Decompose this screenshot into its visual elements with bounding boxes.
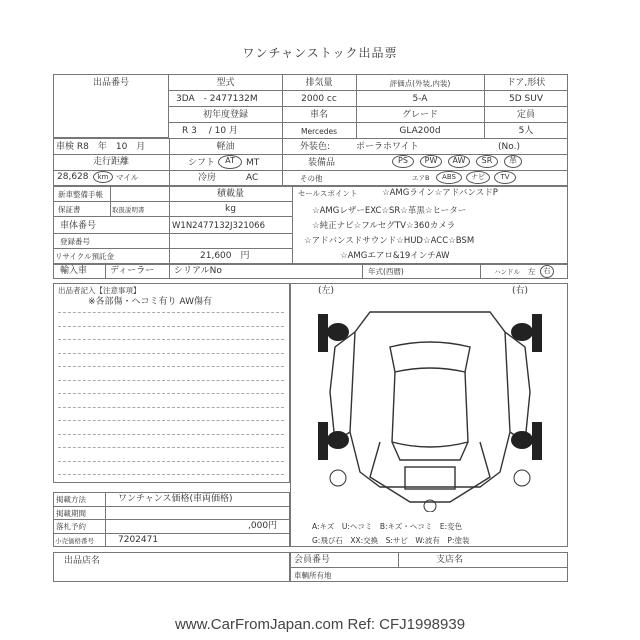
divider	[398, 552, 399, 567]
selling-point-2: ☆AMGレザーEXC☆SR☆革黒☆ヒーター	[312, 206, 467, 216]
first-reg-value: R 3 / 10 月	[182, 126, 238, 136]
price-period-label: 掲載期間	[56, 509, 86, 518]
note-ruling-line	[58, 326, 284, 327]
note-ruling-line	[58, 353, 284, 354]
note-ruling-line	[58, 461, 284, 462]
selling-point-1: ☆AMGライン☆アドバンスドP	[382, 188, 498, 198]
note-ruling-line	[58, 339, 284, 340]
selling-point-5: ☆AMGエアロ&19インチAW	[340, 251, 450, 261]
legend-line-1: A:キズ U:ヘコミ B:キズ・ヘコミ E:変色	[312, 522, 463, 531]
divider	[480, 264, 481, 279]
handle-label: ハンドル	[494, 268, 520, 276]
equipment-tv: TV	[494, 171, 516, 184]
divider	[362, 264, 363, 279]
note-ruling-line	[58, 420, 284, 421]
model-label: 型式	[216, 78, 235, 88]
divider	[53, 201, 292, 202]
equipment-ps: PS	[392, 155, 414, 168]
mileage-unit-mile: マイル	[116, 173, 139, 182]
note-ruling-line	[58, 407, 284, 408]
note-ruling-line	[58, 434, 284, 435]
cargo-unit: kg	[225, 204, 236, 214]
manual-label: 保証書	[58, 205, 81, 214]
selling-point-label: セールスポイント	[298, 189, 358, 198]
color-label: 外装色:	[300, 142, 331, 152]
selling-point-3: ☆純正ナビ☆フルセグTV☆360カメラ	[312, 221, 456, 231]
new-car-label: 新車整備手帳	[58, 190, 103, 199]
equipment-airbag: エアB	[412, 174, 430, 182]
price-method-value: ワンチャンス価格(車両価格)	[118, 494, 233, 504]
car-damage-diagram	[300, 292, 560, 512]
vin-label: 車体番号	[60, 221, 97, 231]
displacement-value: 2000 cc	[301, 94, 337, 104]
equipment-pw: PW	[420, 155, 442, 168]
equipment-leather: 革	[504, 155, 522, 168]
lot-number-label: 出品番号	[92, 78, 129, 88]
handle-right: 右	[540, 265, 554, 278]
seats-value: 5人	[518, 126, 534, 136]
grade-score-value: 5-A	[412, 94, 428, 104]
history-label: 車輌所有地	[294, 571, 332, 580]
mileage-label: 走行距離	[92, 157, 129, 167]
divider	[53, 170, 568, 171]
watermark: www.CarFromJapan.com Ref: CFJ1998939	[174, 616, 466, 633]
cargo-label: 積載量	[216, 189, 244, 199]
divider	[53, 216, 292, 217]
divider	[169, 264, 170, 279]
maker-value: Mercedes	[300, 127, 338, 136]
divider	[53, 248, 292, 249]
price-code-value: 7202471	[118, 535, 159, 545]
selling-point-4: ☆アドバンスドサウンド☆HUD☆ACC☆BSM	[304, 236, 475, 246]
price-method-label: 掲載方法	[56, 495, 86, 504]
mileage-value: 28,628	[57, 172, 89, 182]
notes-text: ※各部傷・ヘコミ有り AW傷有	[88, 297, 212, 307]
color-value: ポーラホワイト	[356, 142, 419, 152]
diagram-left-label: (左)	[318, 286, 335, 296]
note-ruling-line	[58, 447, 284, 448]
equipment-navi: ナビ	[466, 171, 490, 184]
shift-label: シフト	[188, 158, 216, 168]
note-ruling-line	[58, 393, 284, 394]
mileage-unit-km: km	[93, 171, 113, 183]
maker-label: 車名	[309, 110, 328, 120]
inspection-value: 車検 R8 年 10 月	[56, 142, 146, 152]
divider	[53, 519, 290, 520]
extra-label: その他	[300, 174, 323, 183]
member-label: 会員番号	[294, 555, 331, 565]
import-label: 輸入車	[60, 266, 88, 276]
manual-value: 取扱説明書	[112, 206, 145, 214]
equipment-abs: ABS	[436, 171, 462, 184]
shop-label: 出品店名	[64, 556, 101, 566]
type-number-label: 登録番号	[60, 237, 90, 246]
note-ruling-line	[58, 312, 284, 313]
diagram-right-label: (右)	[512, 286, 529, 296]
grade-score-label: 評価点(外装,内装)	[389, 79, 451, 88]
branch-label: 支店名	[436, 555, 464, 565]
displacement-label: 排気量	[305, 78, 333, 88]
notes-label: 出品者記入【注意事項】	[58, 286, 141, 295]
fuel-value: 軽油	[216, 142, 235, 152]
note-ruling-line	[58, 380, 284, 381]
import-value: ディーラー	[110, 266, 155, 276]
seats-label: 定員	[516, 110, 535, 120]
divider	[292, 186, 293, 264]
sheet-title: ワンチャンストック出品票	[242, 46, 398, 60]
first-reg-label: 初年度登録	[202, 110, 248, 120]
serial-label: シリアルNo	[174, 266, 222, 276]
price-reserve-label: 落札予約	[56, 522, 86, 531]
divider	[53, 506, 290, 507]
equipment-label: 装備品	[308, 158, 336, 168]
divider	[169, 90, 568, 91]
door-label: ドア,形状	[506, 78, 546, 88]
divider	[53, 233, 292, 234]
divider	[105, 264, 106, 279]
recycle-value: 21,600 円	[200, 251, 250, 261]
model-value: 3DA - 2477132M	[176, 94, 258, 104]
price-code-label: 小売価格番号	[55, 537, 94, 545]
note-ruling-line	[58, 474, 284, 475]
note-ruling-line	[58, 366, 284, 367]
recycle-label: リサイクル預託金	[55, 252, 114, 261]
divider	[169, 106, 568, 107]
divider	[53, 533, 290, 534]
price-reserve-value: ,000円	[248, 521, 278, 531]
divider	[290, 567, 568, 568]
door-value: 5D SUV	[509, 94, 543, 104]
year-label: 年式(西暦)	[368, 267, 404, 276]
divider	[169, 122, 568, 123]
ac-value: AC	[246, 173, 259, 183]
handle-left: 左	[528, 267, 536, 276]
equipment-aw: AW	[448, 155, 470, 168]
grade-label: グレード	[401, 110, 438, 120]
shift-at: AT	[218, 155, 242, 169]
notes-box	[53, 283, 290, 483]
vin-value: W1N2477132J321066	[172, 221, 265, 231]
grade-value: GLA200d	[399, 126, 441, 136]
legend-line-2: G:飛び石 XX:交換 S:サビ W:波有 P:塗装	[312, 536, 470, 545]
equipment-sr: SR	[476, 155, 498, 168]
shift-mt: MT	[246, 158, 260, 168]
divider	[53, 138, 568, 139]
color-number: (No.)	[498, 142, 520, 152]
ac-label: 冷房	[198, 173, 217, 183]
